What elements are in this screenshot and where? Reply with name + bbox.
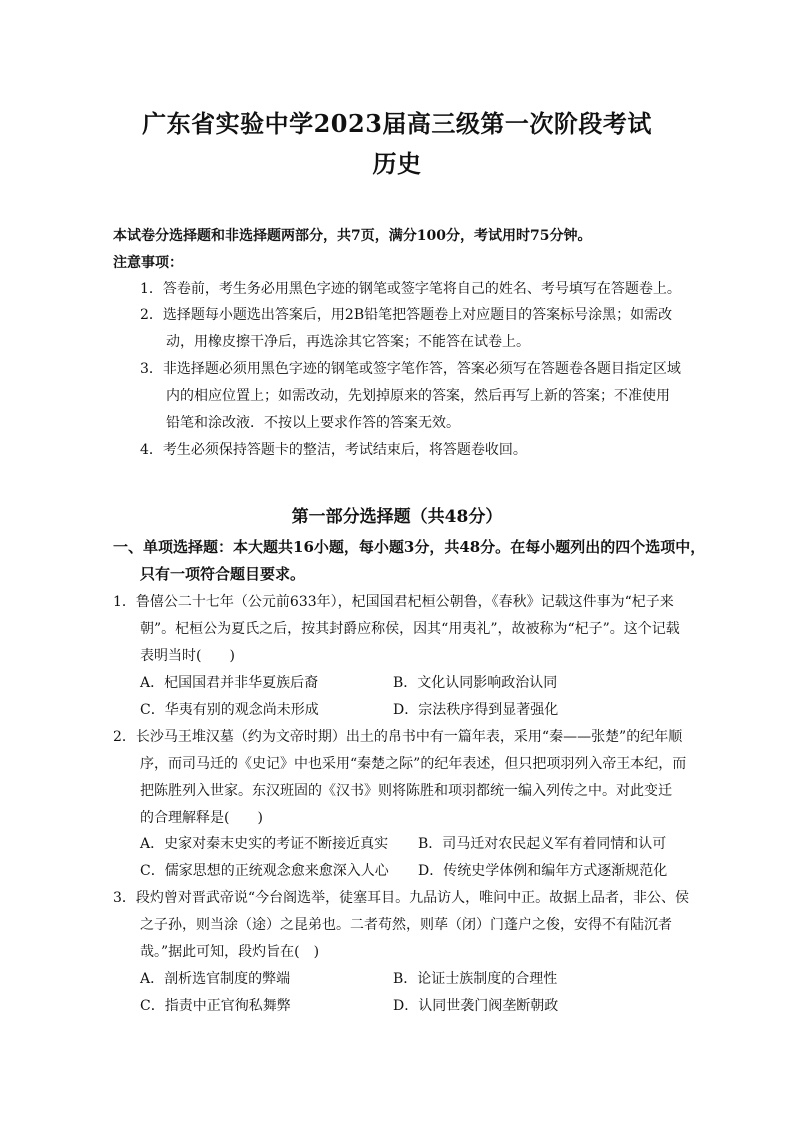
question-2-option-d[interactable]: D．传统史学体例和编年方式逐渐规范化	[418, 863, 668, 879]
section-title: 第一部分选择题（共48分）	[291, 507, 503, 527]
notice-item-continued: 铅笔和涂改液．不按以上要求作答的答案无效。	[166, 415, 460, 431]
question-1-option-b[interactable]: B．文化认同影响政治认同	[393, 675, 558, 691]
question-2-stem-cont: 把陈胜列入世家。东汉班固的《汉书》则将陈胜和项羽都统一编入列传之中。对此变迁	[140, 783, 672, 799]
exam-title: 广东省实验中学2023届高三级第一次阶段考试	[142, 109, 652, 138]
notice-item-continued: 动，用橡皮擦干净后，再选涂其它答案；不能答在试卷上。	[166, 334, 530, 350]
question-2-stem-cont: 的合理解释是( )	[140, 810, 263, 826]
notice-item-continued: 内的相应位置上；如需改动，先划掉原来的答案，然后再写上新的答案；不准使用	[166, 388, 670, 404]
question-1-option-d[interactable]: D．宗法秩序得到显著强化	[393, 702, 559, 718]
notice-item: 2．选择题每小题选出答案后，用2B铅笔把答题卷上对应题目的答案标号涂黑；如需改	[140, 307, 673, 323]
question-2-option-a[interactable]: A．史家对秦末史实的考证不断接近真实	[140, 836, 389, 852]
part-instructions: 一、单项选择题：本大题共16小题，每小题3分，共48分。在每小题列出的四个选项中，	[113, 538, 706, 556]
notice-item: 4．考生必须保持答题卡的整洁，考试结束后，将答题卷收回。	[140, 442, 527, 458]
question-3-stem: 3．段灼曾对晋武帝说“今台阁选举，徒塞耳目。九品访人，唯问中正。故据上品者，非公、侯	[113, 890, 690, 906]
question-3-option-d[interactable]: D．认同世袭门阀垄断朝政	[393, 998, 559, 1014]
question-2-stem: 2．长沙马王堆汉墓（约为文帝时期）出土的帛书中有一篇年表，采用“秦——张楚”的纪年顺	[113, 729, 683, 745]
question-1-option-a[interactable]: A．杞国国君并非华夏族后裔	[140, 675, 319, 691]
notice-item: 3．非选择题必须用黑色字迹的钢笔或签字笔作答，答案必须写在答题卷各题目指定区域	[140, 361, 681, 377]
question-2-option-b[interactable]: B．司马迁对农民起义军有着同情和认可	[418, 836, 667, 852]
exam-intro: 本试卷分选择题和非选择题两部分，共7页，满分100分，考试用时75分钟。	[113, 228, 592, 244]
question-3-option-b[interactable]: B．论证士族制度的合理性	[393, 971, 558, 987]
part-instructions-continued: 只有一项符合题目要求。	[140, 565, 306, 583]
question-3-stem-cont: 哉。”据此可知，段灼旨在( )	[140, 944, 320, 960]
question-1-stem: 1．鲁僖公二十七年（公元前633年），杞国国君杞桓公朝鲁，《春秋》记载这件事为“杞子来	[113, 594, 674, 610]
question-2-option-c[interactable]: C．儒家思想的正统观念愈来愈深入人心	[140, 863, 389, 879]
notice-heading: 注意事项：	[113, 255, 183, 271]
question-1-stem-cont: 表明当时( )	[140, 648, 235, 664]
question-3-option-a[interactable]: A．剖析选官制度的弊端	[140, 971, 291, 987]
question-2-stem-cont: 序，而司马迁的《史记》中也采用“秦楚之际”的纪年表述，但只把项羽列入帝王本纪，而	[140, 756, 687, 772]
question-1-stem-cont: 朝”。杞桓公为夏氏之后，按其封爵应称侯，因其“用夷礼”，故被称为“杞子”。这个记载	[140, 621, 680, 637]
subject-title: 历史	[372, 149, 422, 178]
question-3-option-c[interactable]: C．指责中正官徇私舞弊	[140, 998, 291, 1014]
notice-item: 1．答卷前，考生务必用黑色字迹的钢笔或签字笔将自己的姓名、考号填写在答题卷上。	[140, 281, 681, 297]
question-1-option-c[interactable]: C．华夷有别的观念尚未形成	[140, 702, 319, 718]
question-3-stem-cont: 之子孙，则当涂（途）之昆弟也。二者苟然，则荜（闭）门蓬户之俊，安得不有陆沉者	[140, 917, 672, 933]
